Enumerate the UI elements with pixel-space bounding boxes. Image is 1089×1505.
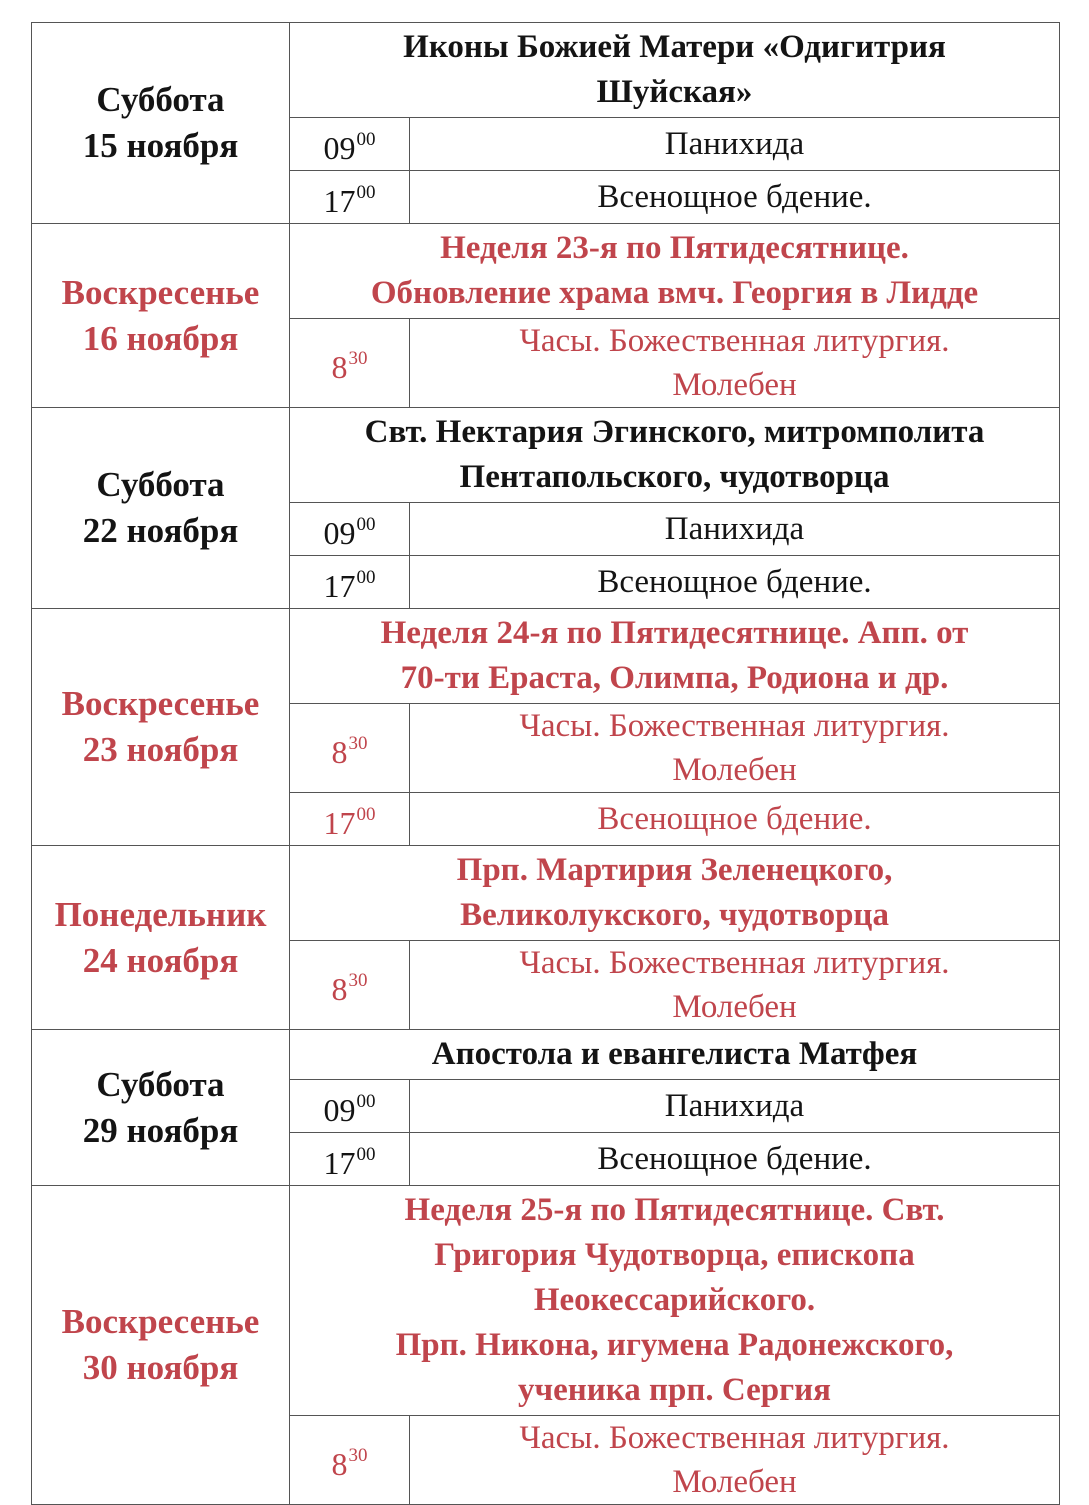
- date-label: 24 ноября: [82, 940, 239, 980]
- day-cell: [32, 1186, 290, 1505]
- day-cell: [32, 23, 290, 224]
- weekday-label: Суббота: [96, 1064, 225, 1104]
- service-name: [410, 503, 1060, 556]
- weekday-label: Воскресенье: [61, 1302, 260, 1341]
- service-name: [410, 793, 1060, 846]
- service-time: [290, 171, 410, 224]
- time-hours: 09: [323, 130, 356, 166]
- time-minutes: 30: [348, 970, 368, 991]
- time-minutes: 00: [356, 129, 376, 150]
- service-time: [290, 1080, 410, 1133]
- day-block-row: [32, 23, 1060, 118]
- weekday-label: Понедельник: [54, 894, 267, 934]
- service-time: [290, 503, 410, 556]
- time-minutes: 00: [356, 514, 376, 535]
- day-block-row: [32, 224, 1060, 319]
- time-hours: 8: [331, 1446, 348, 1482]
- feast-title-line: Свт. Нектария Эгинского, митромполита: [364, 414, 985, 450]
- day-block-row: [32, 846, 1060, 941]
- day-block-row: [32, 408, 1060, 503]
- service-name: [410, 941, 1060, 1030]
- service-name-line: Молебен: [672, 989, 797, 1025]
- time-hours: 17: [323, 805, 356, 841]
- service-name-line: Часы. Божественная литургия.: [519, 708, 950, 744]
- date-label: 23 ноября: [82, 730, 239, 769]
- time-hours: 17: [323, 568, 356, 604]
- day-cell: [32, 224, 290, 408]
- service-time: [290, 793, 410, 846]
- feast-title-line: Шуйская»: [596, 74, 753, 110]
- service-name-line: Часы. Божественная литургия.: [519, 945, 950, 981]
- time-hours: 09: [323, 1092, 356, 1128]
- feast-title-line: Неделя 25-я по Пятидесятнице. Свт.: [404, 1192, 945, 1228]
- service-time: [290, 704, 410, 793]
- service-name: [410, 556, 1060, 609]
- time-minutes: 00: [356, 804, 376, 825]
- service-name-line: Всенощное бдение.: [597, 564, 872, 600]
- day-block-row: [32, 609, 1060, 704]
- time-minutes: 00: [356, 182, 376, 203]
- service-name-line: Всенощное бдение.: [597, 1141, 872, 1177]
- service-time: [290, 1133, 410, 1186]
- service-name-line: Молебен: [672, 752, 797, 788]
- service-name-line: Панихида: [664, 126, 805, 162]
- feast-title: [290, 1030, 1060, 1080]
- feast-title-line: Пентапольского, чудотворца: [459, 459, 890, 495]
- day-cell: [32, 609, 290, 846]
- service-name-line: Всенощное бдение.: [597, 179, 872, 215]
- service-name: [410, 704, 1060, 793]
- service-name: [410, 118, 1060, 171]
- time-minutes: 00: [356, 1091, 376, 1112]
- service-name: [410, 1416, 1060, 1505]
- date-label: 15 ноября: [82, 126, 239, 165]
- feast-title: [290, 408, 1060, 503]
- service-time: [290, 941, 410, 1030]
- service-name-line: Панихида: [664, 1088, 805, 1124]
- time-minutes: 30: [348, 733, 368, 754]
- feast-title-line: ученика прп. Сергия: [517, 1372, 832, 1408]
- day-block-row: [32, 1030, 1060, 1080]
- time-minutes: 30: [348, 348, 368, 369]
- feast-title-line: Неделя 23-я по Пятидесятнице.: [440, 230, 909, 266]
- feast-title: [290, 1186, 1060, 1416]
- service-name-line: Молебен: [672, 1464, 797, 1500]
- service-name: [410, 171, 1060, 224]
- service-time: [290, 1416, 410, 1505]
- weekday-label: Воскресенье: [61, 684, 260, 723]
- service-name-line: Панихида: [664, 511, 805, 547]
- time-minutes: 30: [348, 1445, 368, 1466]
- service-time: [290, 556, 410, 609]
- weekday-label: Воскресенье: [61, 272, 260, 312]
- feast-title-line: Прп. Никона, игумена Радонежского,: [395, 1327, 954, 1363]
- time-minutes: 00: [356, 1144, 376, 1165]
- time-minutes: 00: [356, 567, 376, 588]
- weekday-label: Суббота: [96, 465, 225, 504]
- time-hours: 17: [323, 1145, 356, 1181]
- date-label: 16 ноября: [82, 318, 239, 358]
- service-name: [410, 1080, 1060, 1133]
- day-cell: [32, 408, 290, 609]
- feast-title-line: Апостола и евангелиста Матфея: [431, 1036, 918, 1072]
- service-name: [410, 319, 1060, 408]
- day-block-row: [32, 1186, 1060, 1416]
- day-cell: [32, 846, 290, 1030]
- time-hours: 09: [323, 515, 356, 551]
- service-time: [290, 118, 410, 171]
- feast-title: [290, 23, 1060, 118]
- feast-title: [290, 609, 1060, 704]
- feast-title-line: Прп. Мартирия Зеленецкого,: [456, 852, 893, 888]
- feast-title-line: 70-ти Ераста, Олимпа, Родиона и др.: [400, 660, 949, 696]
- feast-title: [290, 224, 1060, 319]
- schedule-table: [31, 22, 1060, 1505]
- feast-title-line: Неделя 24-я по Пятидесятнице. Апп. от: [380, 615, 969, 651]
- service-name-line: Часы. Божественная литургия.: [519, 323, 950, 359]
- service-time: [290, 319, 410, 408]
- service-name-line: Молебен: [672, 367, 797, 403]
- time-hours: 8: [331, 349, 348, 385]
- time-hours: 17: [323, 183, 356, 219]
- service-name-line: Часы. Божественная литургия.: [519, 1420, 950, 1456]
- weekday-label: Суббота: [96, 80, 225, 119]
- service-name: [410, 1133, 1060, 1186]
- date-label: 22 ноября: [82, 511, 239, 550]
- feast-title-line: Неокессарийского.: [533, 1282, 816, 1318]
- time-hours: 8: [331, 734, 348, 770]
- day-cell: [32, 1030, 290, 1186]
- date-label: 29 ноября: [82, 1110, 239, 1150]
- feast-title-line: Иконы Божией Матери «Одигитрия: [403, 29, 946, 65]
- feast-title-line: Обновление храма вмч. Георгия в Лидде: [370, 275, 979, 311]
- service-name-line: Всенощное бдение.: [597, 801, 872, 837]
- feast-title-line: Григория Чудотворца, епископа: [434, 1237, 915, 1273]
- feast-title-line: Великолукского, чудотворца: [460, 897, 889, 933]
- time-hours: 8: [331, 971, 348, 1007]
- date-label: 30 ноября: [82, 1348, 239, 1387]
- feast-title: [290, 846, 1060, 941]
